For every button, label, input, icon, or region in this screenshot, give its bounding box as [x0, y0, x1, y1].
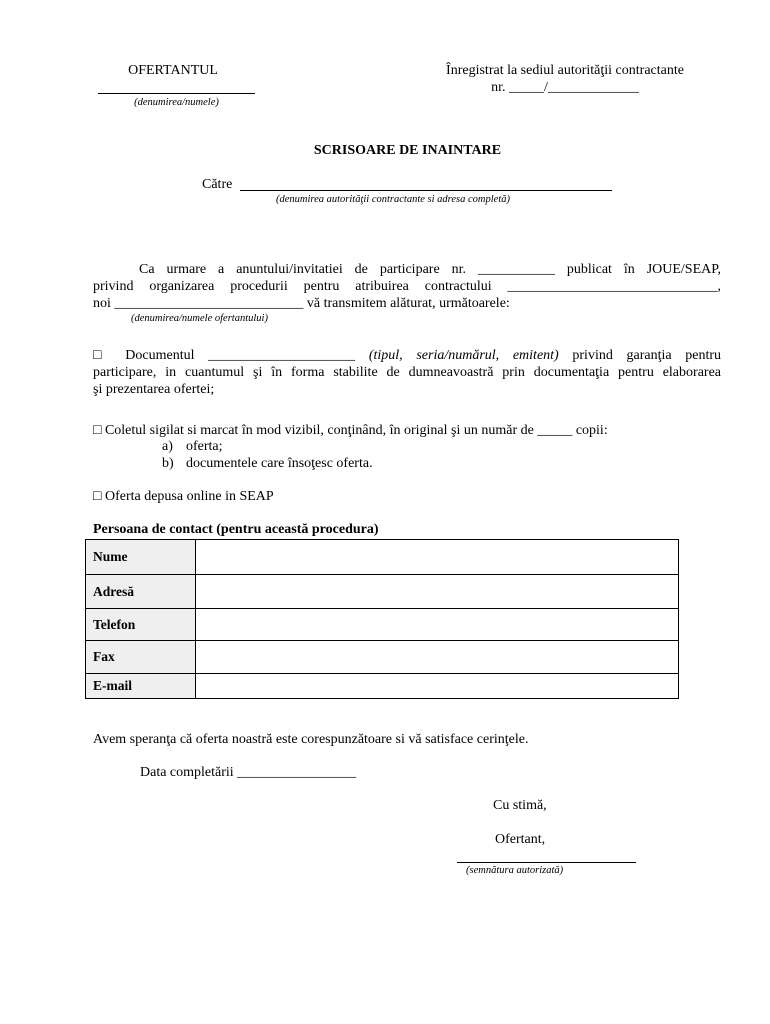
- completion-date: Data completării _________________: [140, 765, 357, 780]
- contact-value-name[interactable]: [196, 540, 679, 575]
- table-row: [86, 641, 679, 674]
- registration-label: Înregistrat la sediul autorităţii contractante: [446, 63, 684, 78]
- contact-value-fax[interactable]: [196, 641, 679, 674]
- body-line-2: privind organizarea procedurii pentru atribuirea contractului ______________________________,: [93, 279, 721, 294]
- recipient-caption: (denumirea autorităţii contractante si adresa completă): [276, 194, 510, 205]
- contact-label-fax: Fax: [86, 641, 196, 674]
- contact-label-address: Adresă: [86, 575, 196, 609]
- recipient-line: [240, 190, 612, 191]
- contact-label-phone: Telefon: [86, 609, 196, 641]
- registration-number: nr. _____/_____________: [491, 80, 639, 95]
- contact-value-email[interactable]: [196, 674, 679, 699]
- document-item-start: □ Documentul _____________________: [93, 348, 356, 363]
- body-line-1: Ca urmare a anuntului/invitatiei de participare nr. ___________ publicat în JOUE/SEAP,: [139, 262, 721, 277]
- parcel-sub-a-marker: a): [162, 439, 173, 454]
- table-row: [86, 674, 679, 699]
- contact-label-email: E-mail: [86, 674, 196, 699]
- online-item: □ Oferta depusa online in SEAP: [93, 489, 274, 504]
- contact-label-name: Nume: [86, 540, 196, 575]
- table-row: [86, 609, 679, 641]
- contact-heading: Persoana de contact (pentru această procedura): [93, 522, 379, 537]
- bidder-name-line: [98, 93, 255, 94]
- document-item-end: privind garanţia pentru: [572, 348, 722, 363]
- contact-table: [85, 539, 679, 699]
- document-item-italic: (tipul, seria/numărul, emitent): [368, 348, 559, 363]
- recipient-prefix: Către: [202, 177, 233, 192]
- bidder-name-caption: (denumirea/numele): [134, 97, 219, 108]
- contact-value-address[interactable]: [196, 575, 679, 609]
- closing-hope: Avem speranţa că oferta noastră este corespunzătoare si vă satisface cerinţele.: [93, 732, 529, 747]
- parcel-sub-b: documentele care însoţesc oferta.: [186, 456, 373, 471]
- contact-value-phone[interactable]: [196, 609, 679, 641]
- parcel-sub-b-marker: b): [162, 456, 174, 471]
- signature-line: [457, 862, 636, 863]
- document-item-line-2: participare, in cuantumul şi în forma stabilite de dumneavoastră prin documentaţia pentru elaborarea: [93, 365, 721, 380]
- table-row: [86, 540, 679, 575]
- body-line-3: noi ___________________________ vă transmitem alăturat, următoarele:: [93, 296, 510, 311]
- document-item-line-3: şi prezentarea ofertei;: [93, 382, 215, 397]
- page-title: SCRISOARE DE INAINTARE: [313, 143, 502, 158]
- bidder-caption: (denumirea/numele ofertantului): [131, 313, 268, 324]
- parcel-sub-a: oferta;: [186, 439, 223, 454]
- document-item-line-1: [93, 348, 721, 364]
- signature-caption: (semnătura autorizată): [466, 865, 564, 876]
- parcel-item: □ Coletul sigilat si marcat în mod vizibil, conţinând, în original şi un număr de _____ copii:: [93, 423, 608, 438]
- closing-signer: Ofertant,: [495, 832, 546, 847]
- bidder-title: OFERTANTUL: [128, 63, 218, 78]
- closing-regards: Cu stimă,: [493, 798, 547, 813]
- table-row: [86, 575, 679, 609]
